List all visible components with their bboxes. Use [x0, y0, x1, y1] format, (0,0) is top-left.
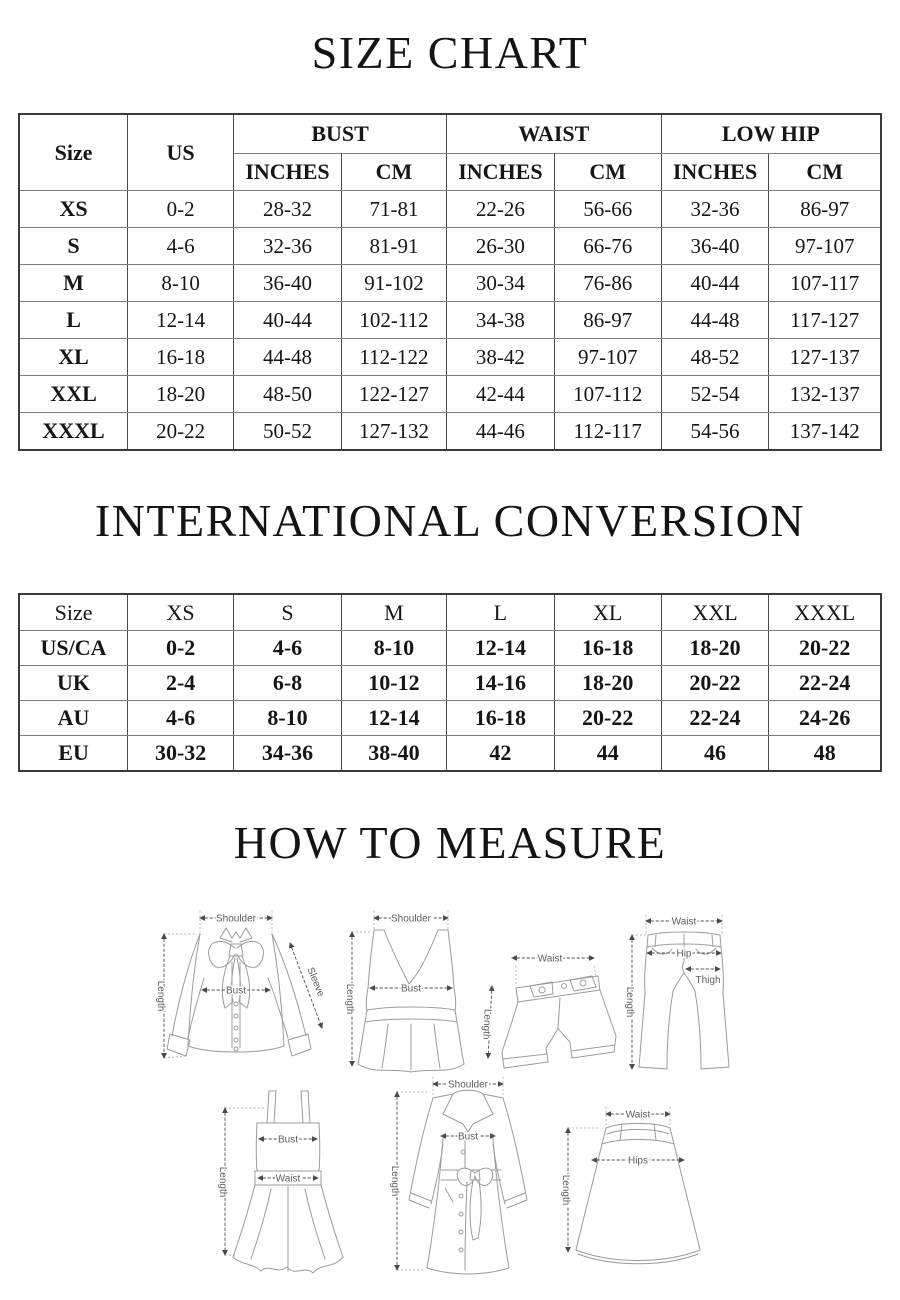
- coat-length-label: Length: [389, 1165, 400, 1197]
- tank-length-label: Length: [344, 983, 355, 1015]
- size-label-cell: XS: [19, 191, 128, 228]
- blouse-shoulder-label: Shoulder: [215, 913, 257, 925]
- table-cell: 28-32: [234, 191, 342, 228]
- col-header: Size: [19, 594, 128, 631]
- table-row: [19, 339, 881, 376]
- table-cell: 102-112: [341, 302, 446, 339]
- table-cell: 2-4: [128, 666, 234, 701]
- skirt-figure: [552, 1098, 717, 1268]
- table-cell: 26-30: [447, 228, 555, 265]
- table-cell: 44: [554, 736, 661, 772]
- size-chart-header: [19, 114, 881, 191]
- table-cell: 122-127: [341, 376, 446, 413]
- table-cell: 36-40: [661, 228, 769, 265]
- table-cell: 76-86: [554, 265, 661, 302]
- table-cell: 30-34: [447, 265, 555, 302]
- header-row: [19, 594, 881, 631]
- table-cell: 48: [769, 736, 881, 772]
- table-cell: 18-20: [128, 376, 234, 413]
- col-header-size: Size: [19, 114, 128, 191]
- table-cell: 48-52: [661, 339, 769, 376]
- table-row: [19, 228, 881, 265]
- table-cell: 71-81: [341, 191, 446, 228]
- table-cell: 20-22: [661, 666, 769, 701]
- skirt-hips-label: Hips: [627, 1155, 649, 1167]
- table-cell: 22-26: [447, 191, 555, 228]
- size-chart-title: SIZE CHART: [311, 27, 589, 78]
- shorts-figure: [478, 940, 608, 1078]
- pants-waist-label: Waist: [671, 916, 697, 928]
- dress-length-label: Length: [217, 1166, 228, 1198]
- table-cell: 32-36: [661, 191, 769, 228]
- table-cell: 42: [447, 736, 555, 772]
- col-header-us: US: [128, 114, 234, 191]
- table-cell: 112-117: [554, 413, 661, 451]
- shorts-waist-label: Waist: [537, 953, 563, 965]
- col-header-hip-inches: INCHES: [661, 154, 769, 191]
- table-cell: 24-26: [769, 701, 881, 736]
- coat-shoulder-label: Shoulder: [447, 1079, 489, 1091]
- table-cell: 30-32: [128, 736, 234, 772]
- table-cell: 12-14: [341, 701, 446, 736]
- table-cell: 14-16: [447, 666, 555, 701]
- table-cell: 40-44: [234, 302, 342, 339]
- region-label-cell: EU: [19, 736, 128, 772]
- table-cell: 12-14: [447, 631, 555, 666]
- table-cell: 52-54: [661, 376, 769, 413]
- col-header: XS: [128, 594, 234, 631]
- col-header-waist: WAIST: [447, 114, 662, 154]
- table-cell: 42-44: [447, 376, 555, 413]
- col-header: M: [341, 594, 446, 631]
- size-chart-table: [18, 113, 882, 451]
- table-cell: 0-2: [128, 191, 234, 228]
- tank-bust-label: Bust: [400, 983, 422, 995]
- col-header-waist-inches: INCHES: [447, 154, 555, 191]
- table-cell: 81-91: [341, 228, 446, 265]
- col-header: S: [234, 594, 342, 631]
- coat-figure: [383, 1068, 543, 1283]
- coat-bust-label: Bust: [457, 1131, 479, 1143]
- pants-thigh-label: Thigh: [695, 975, 721, 986]
- table-cell: 66-76: [554, 228, 661, 265]
- dress-waist-label: Waist: [275, 1173, 301, 1185]
- size-label-cell: XL: [19, 339, 128, 376]
- table-cell: 22-24: [769, 666, 881, 701]
- table-cell: 8-10: [234, 701, 342, 736]
- conversion-header: [19, 594, 881, 631]
- table-cell: 20-22: [769, 631, 881, 666]
- table-cell: 12-14: [128, 302, 234, 339]
- table-cell: 34-36: [234, 736, 342, 772]
- size-label-cell: S: [19, 228, 128, 265]
- table-cell: 107-112: [554, 376, 661, 413]
- skirt-length-label: Length: [560, 1174, 571, 1206]
- table-cell: 127-137: [769, 339, 881, 376]
- col-header-bust-cm: CM: [341, 154, 446, 191]
- table-row: [19, 666, 881, 701]
- table-row: [19, 701, 881, 736]
- table-cell: 132-137: [769, 376, 881, 413]
- table-cell: 22-24: [661, 701, 769, 736]
- col-header: L: [447, 594, 555, 631]
- table-cell: 56-66: [554, 191, 661, 228]
- table-row: [19, 376, 881, 413]
- col-header: XXL: [661, 594, 769, 631]
- pants-length-label: Length: [624, 986, 635, 1018]
- table-cell: 4-6: [128, 228, 234, 265]
- col-header-bust-inches: INCHES: [234, 154, 342, 191]
- table-cell: 54-56: [661, 413, 769, 451]
- table-cell: 18-20: [661, 631, 769, 666]
- table-cell: 44-46: [447, 413, 555, 451]
- table-cell: 32-36: [234, 228, 342, 265]
- header-row-1: [19, 114, 881, 154]
- dress-figure: [205, 1085, 365, 1280]
- blouse-length-label: Length: [155, 980, 166, 1012]
- table-cell: 16-18: [128, 339, 234, 376]
- conversion-table: [18, 593, 882, 772]
- table-cell: 48-50: [234, 376, 342, 413]
- tank-shoulder-label: Shoulder: [390, 913, 432, 925]
- pants-figure: [622, 895, 740, 1085]
- skirt-waist-label: Waist: [625, 1109, 651, 1121]
- table-row: [19, 736, 881, 772]
- table-cell: 50-52: [234, 413, 342, 451]
- table-cell: 4-6: [128, 701, 234, 736]
- table-cell: 20-22: [128, 413, 234, 451]
- table-cell: 127-132: [341, 413, 446, 451]
- table-cell: 97-107: [554, 339, 661, 376]
- table-cell: 20-22: [554, 701, 661, 736]
- table-cell: 107-117: [769, 265, 881, 302]
- table-cell: 44-48: [661, 302, 769, 339]
- shorts-length-label: Length: [480, 1008, 493, 1040]
- blouse-bust-label: Bust: [225, 985, 247, 997]
- tank-top-figure: [344, 898, 466, 1073]
- col-header: XXXL: [769, 594, 881, 631]
- table-cell: 40-44: [661, 265, 769, 302]
- col-header-hip-cm: CM: [769, 154, 881, 191]
- table-cell: 16-18: [554, 631, 661, 666]
- table-cell: 86-97: [769, 191, 881, 228]
- size-label-cell: XXL: [19, 376, 128, 413]
- region-label-cell: US/CA: [19, 631, 128, 666]
- table-cell: 16-18: [447, 701, 555, 736]
- table-cell: 44-48: [234, 339, 342, 376]
- table-cell: 0-2: [128, 631, 234, 666]
- dress-bust-label: Bust: [277, 1134, 299, 1146]
- table-row: [19, 413, 881, 451]
- size-label-cell: L: [19, 302, 128, 339]
- table-cell: 34-38: [447, 302, 555, 339]
- table-cell: 112-122: [341, 339, 446, 376]
- conversion-body: [19, 631, 881, 772]
- table-cell: 137-142: [769, 413, 881, 451]
- table-cell: 91-102: [341, 265, 446, 302]
- table-cell: 4-6: [234, 631, 342, 666]
- col-header: XL: [554, 594, 661, 631]
- col-header-low-hip: LOW HIP: [661, 114, 881, 154]
- table-cell: 8-10: [341, 631, 446, 666]
- table-cell: 38-42: [447, 339, 555, 376]
- col-header-bust: BUST: [234, 114, 447, 154]
- table-row: [19, 302, 881, 339]
- table-cell: 97-107: [769, 228, 881, 265]
- table-cell: 6-8: [234, 666, 342, 701]
- region-label-cell: UK: [19, 666, 128, 701]
- col-header-waist-cm: CM: [554, 154, 661, 191]
- table-cell: 38-40: [341, 736, 446, 772]
- blouse-sleeve-label: Sleeve: [304, 965, 327, 999]
- international-conversion-title: INTERNATIONAL CONVERSION: [94, 495, 806, 546]
- table-cell: 18-20: [554, 666, 661, 701]
- size-label-cell: XXXL: [19, 413, 128, 451]
- size-chart-body: [19, 191, 881, 451]
- size-label-cell: M: [19, 265, 128, 302]
- table-cell: 8-10: [128, 265, 234, 302]
- table-row: [19, 631, 881, 666]
- table-cell: 86-97: [554, 302, 661, 339]
- table-row: [19, 191, 881, 228]
- table-cell: 46: [661, 736, 769, 772]
- region-label-cell: AU: [19, 701, 128, 736]
- table-row: [19, 265, 881, 302]
- blouse-figure: [150, 898, 350, 1073]
- pants-hip-label: Hip: [676, 948, 692, 960]
- table-cell: 117-127: [769, 302, 881, 339]
- table-cell: 36-40: [234, 265, 342, 302]
- table-cell: 10-12: [341, 666, 446, 701]
- how-to-measure-title: HOW TO MEASURE: [233, 817, 667, 868]
